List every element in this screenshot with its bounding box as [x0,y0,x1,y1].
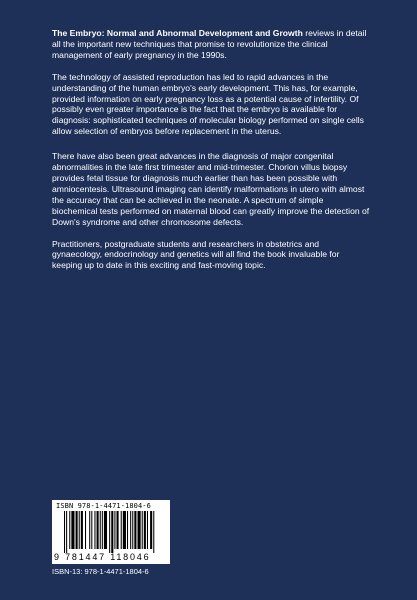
blurb-paragraph-1 [52,28,370,61]
book-title: The Embryo: Normal and Abnormal Development and Growth [52,28,303,38]
barcode-isbn-label: ISBN 978-1-4471-1804-6 [56,502,151,510]
blurb-paragraph-1-text: reviews in detail all the important new techniques that promise to revolutionize the clinical management of early pregnancy in the 1990s. [52,28,367,60]
blurb-text [52,28,370,282]
barcode-bars-icon [64,511,160,553]
blurb-paragraph-4: Practitioners, postgraduate students and researchers in obstetrics and gynaecology, endocrinology and genetics will all find the book invaluable for keeping up to date in this exciting and fast-moving topic. [52,238,340,271]
isbn-13-label: ISBN-13: 978-1-4471-1804-6 [52,567,149,576]
blurb-paragraph-2: The technology of assisted reproduction has led to rapid advances in the understanding of the human embryo's early development. This has, for example, provided information on early pregnancy loss as a potential cause of infertility. Of possibly even greater importance is the fact that the embryo is available for diagnosis: sophisticated techniques of molecular biology performed on single cells allow selection of embryos before replacement in the uterus. [52,71,364,137]
blurb-paragraph-3: There have also been great advances in the diagnosis of major congenital abnormalities in the late first trimester and mid-trimester. Chorion villus biopsy provides fetal tissue for diagnosis much earlier than has been possible with amniocentesis. Ultrasound imaging can identify malformations in utero with almost the accuracy that can be achieved in the neonate. A spectrum of simple biochemical tests performed on maternal blood can greatly improve the detection of Down's syndrome and other chromosome defects. [52,151,370,227]
barcode-digits: 9 781447 118046 [54,552,151,562]
barcode [52,500,170,564]
